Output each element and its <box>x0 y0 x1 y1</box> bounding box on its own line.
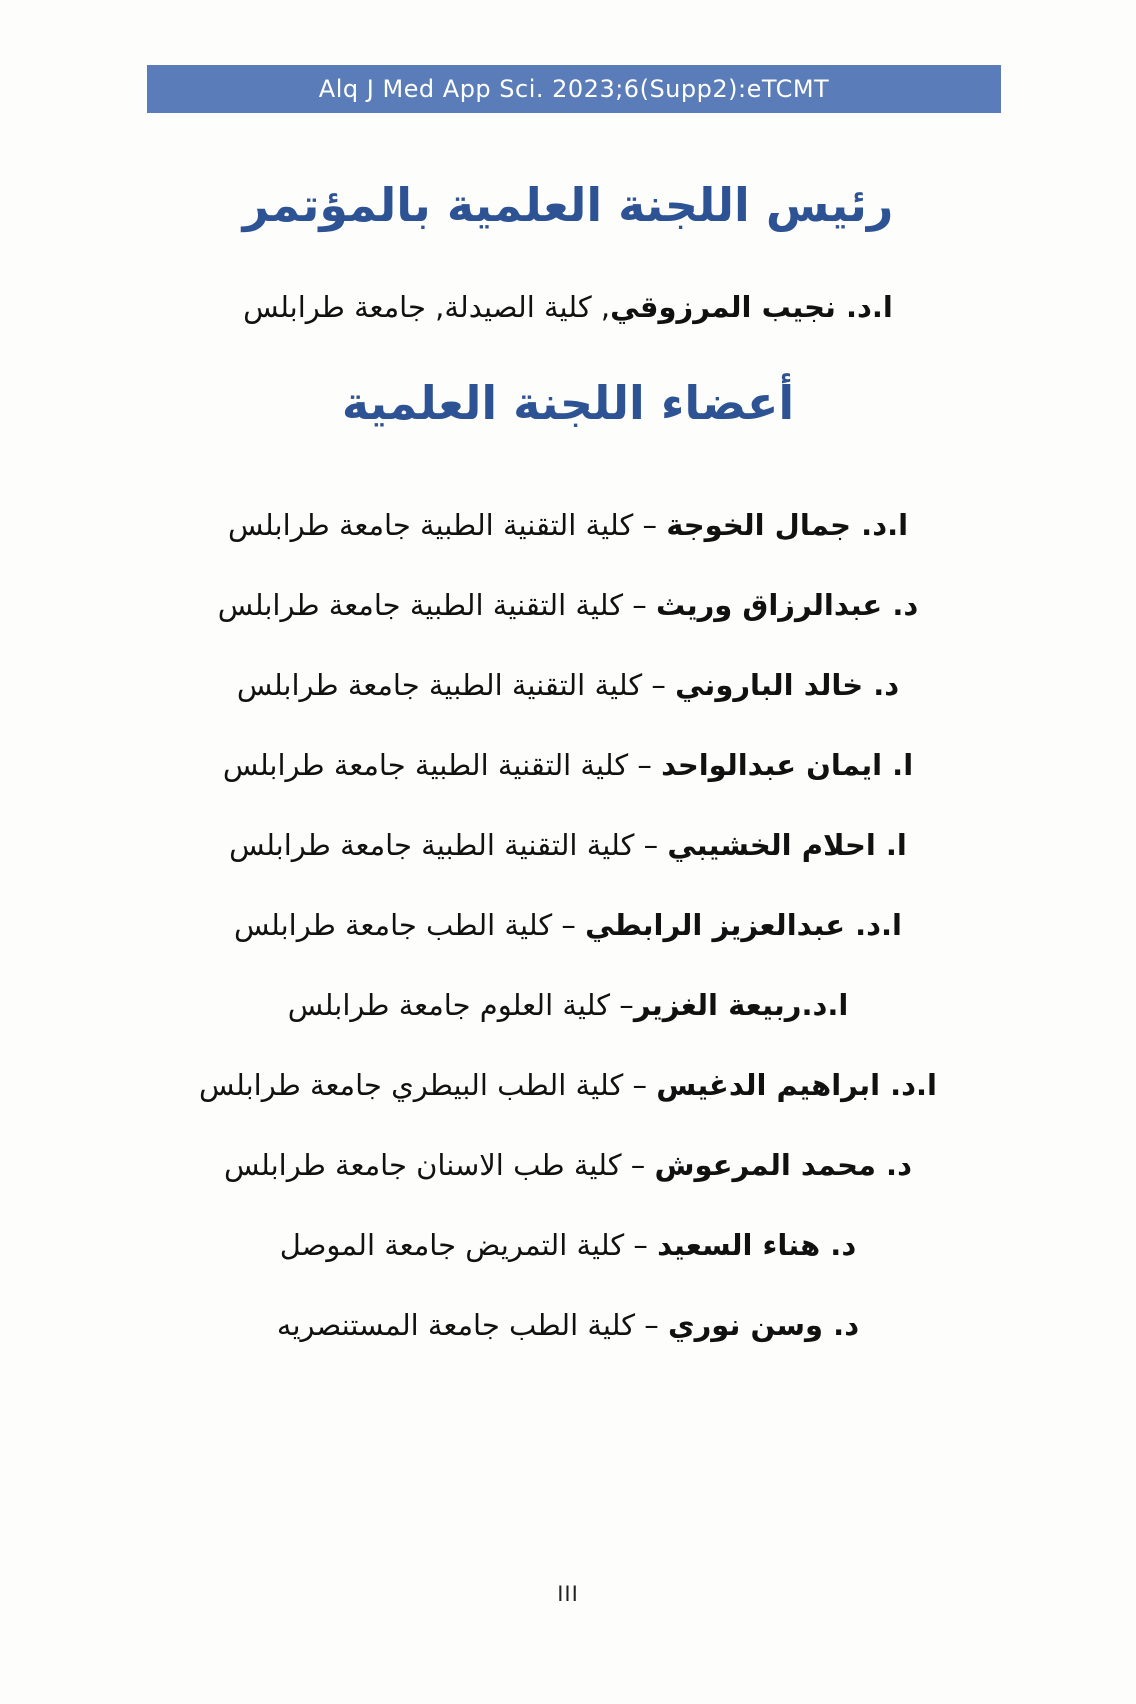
member-row <box>0 965 1136 1045</box>
member-row <box>0 1285 1136 1365</box>
member-affiliation: – كلية الطب البيطري جامعة طرابلس <box>199 1068 657 1102</box>
member-row <box>0 1125 1136 1205</box>
member-row <box>0 725 1136 805</box>
member-name: ا.د.ربيعة الغزير <box>633 988 849 1022</box>
chair-section-title: رئيس اللجنة العلمية بالمؤتمر <box>242 178 894 232</box>
member-name: د. محمد المرعوش <box>654 1148 912 1182</box>
member-row <box>0 885 1136 965</box>
member-row <box>0 805 1136 885</box>
member-row <box>0 485 1136 565</box>
chair-line <box>0 290 1136 324</box>
page-number: III <box>557 1582 579 1606</box>
member-affiliation: – كلية طب الاسنان جامعة طرابلس <box>224 1148 655 1182</box>
member-affiliation: – كلية التقنية الطبية جامعة طرابلس <box>222 748 662 782</box>
member-name: د. عبدالرزاق وريث <box>656 588 919 622</box>
member-affiliation: – كلية الطب جامعة المستنصريه <box>276 1308 668 1342</box>
members-list <box>0 485 1136 1365</box>
member-name: ا. ايمان عبدالواحد <box>661 748 914 782</box>
member-affiliation: – كلية التمريض جامعة الموصل <box>279 1228 658 1262</box>
member-row <box>0 565 1136 645</box>
chair-name: ا.د. نجيب المرزوقي <box>610 290 893 324</box>
member-affiliation: – كلية التقنية الطبية جامعة طرابلس <box>227 508 667 542</box>
member-row <box>0 645 1136 725</box>
member-affiliation: – كلية التقنية الطبية جامعة طرابلس <box>229 828 668 862</box>
member-affiliation: – كلية الطب جامعة طرابلس <box>234 908 586 942</box>
chair-affiliation: , كلية الصيدلة, جامعة طرابلس <box>243 290 611 324</box>
member-name: ا.د. ابراهيم الدغيس <box>656 1068 937 1102</box>
members-section-title: أعضاء اللجنة العلمية <box>341 376 795 430</box>
member-affiliation: – كلية التقنية الطبية جامعة طرابلس <box>236 668 676 702</box>
member-row <box>0 1045 1136 1125</box>
member-name: ا. احلام الخشيبي <box>667 828 907 862</box>
member-name: د. خالد الباروني <box>675 668 900 702</box>
journal-citation-bar: Alq J Med App Sci. 2023;6(Supp2):eTCMT <box>147 65 1001 113</box>
member-affiliation: – كلية التقنية الطبية جامعة طرابلس <box>217 588 656 622</box>
member-affiliation: – كلية العلوم جامعة طرابلس <box>287 988 634 1022</box>
member-row <box>0 1205 1136 1285</box>
member-name: د. هناء السعيد <box>657 1228 857 1262</box>
member-name: ا.د. عبدالعزيز الرابطي <box>585 908 902 942</box>
member-name: د. وسن نوري <box>668 1308 860 1342</box>
member-name: ا.د. جمال الخوجة <box>666 508 909 542</box>
